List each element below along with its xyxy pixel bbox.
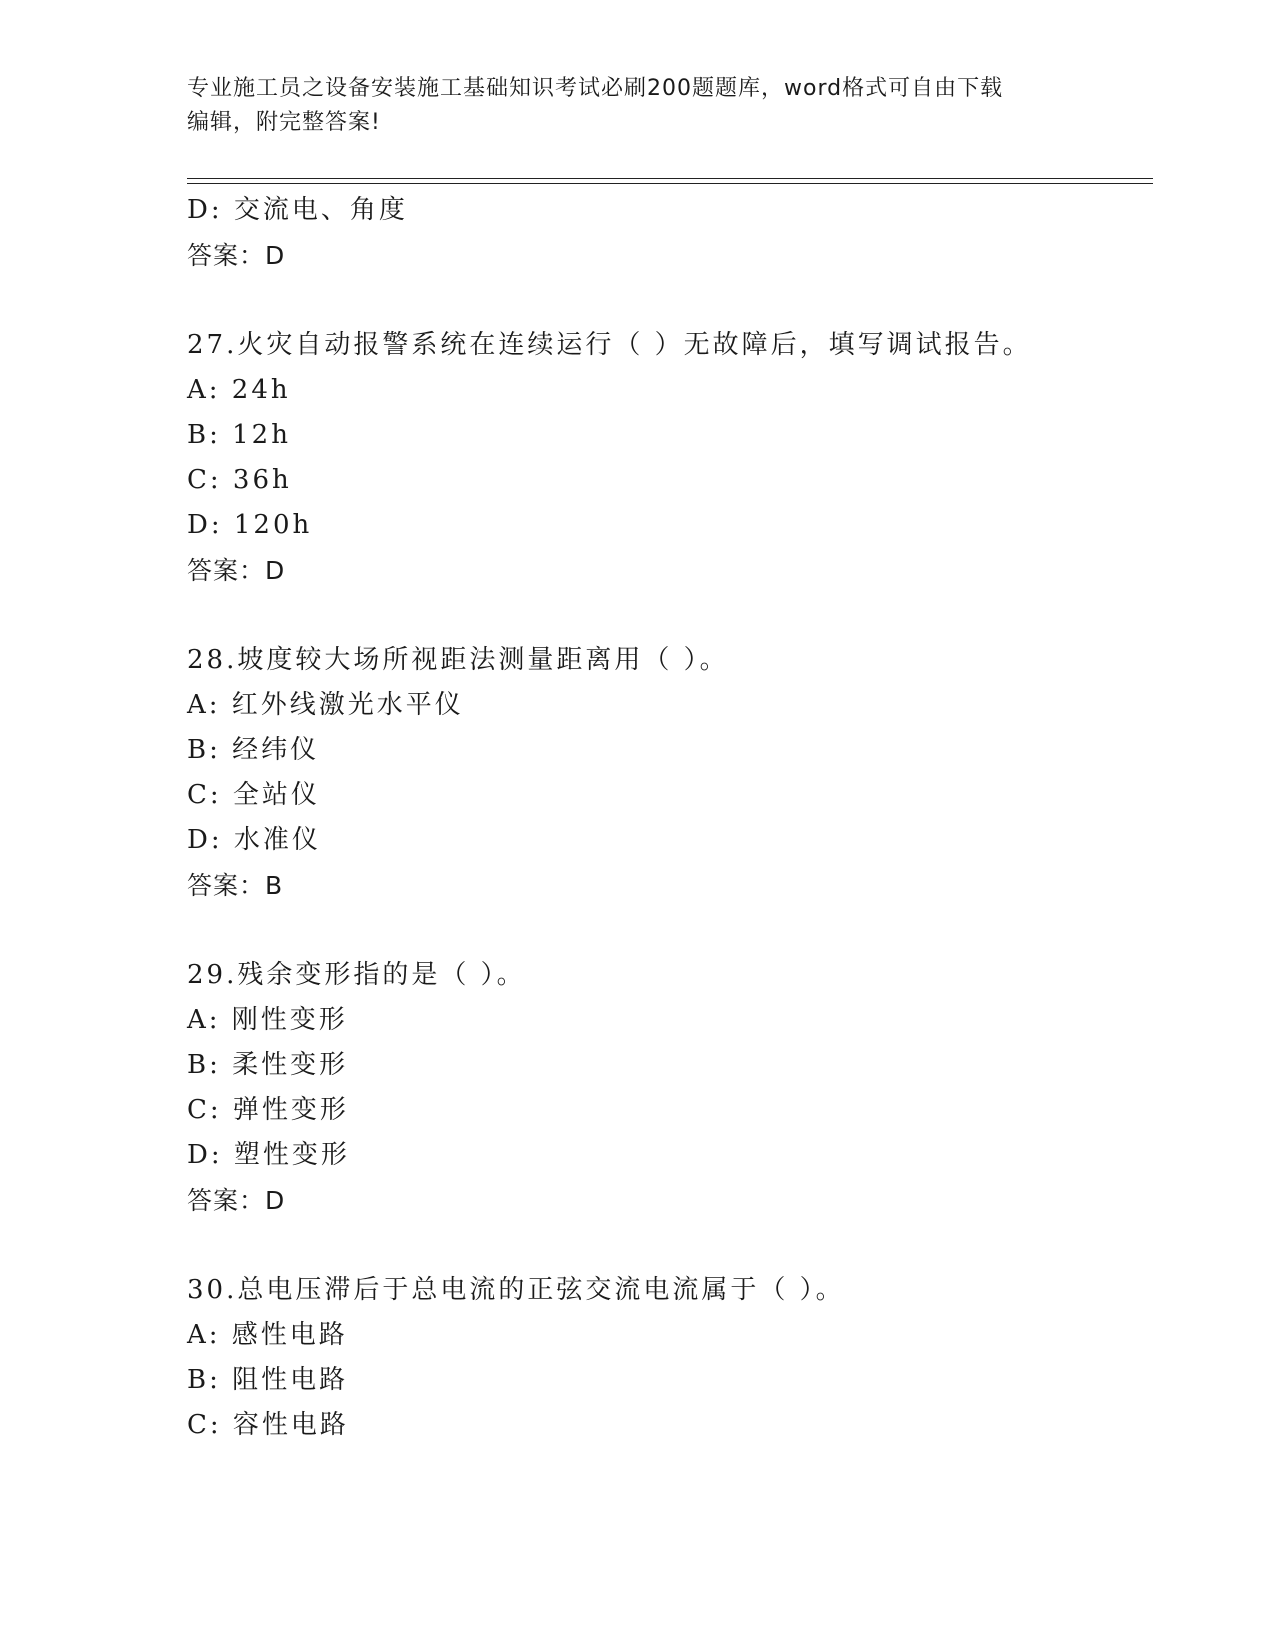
question-block-28 xyxy=(187,638,1153,908)
question-stem: 30.总电压滞后于总电流的正弦交流电流属于（ ）。 xyxy=(187,1275,845,1305)
question-block-29 xyxy=(187,953,1153,1223)
option-d: D: 交流电、角度 xyxy=(187,195,408,225)
question-block-30 xyxy=(187,1268,1153,1448)
option-d: D: 水准仪 xyxy=(187,825,321,855)
spacer xyxy=(187,1223,1153,1268)
option-a: A: 24h xyxy=(187,375,291,405)
answer-line: 答案：B xyxy=(187,871,284,900)
option-a: A: 感性电路 xyxy=(187,1320,348,1350)
option-a: A: 刚性变形 xyxy=(187,1005,348,1035)
option-b: B: 12h xyxy=(187,420,291,450)
spacer xyxy=(187,908,1153,953)
option-b: B: 经纬仪 xyxy=(187,735,320,765)
question-block-prev xyxy=(187,188,1153,278)
option-d: D: 塑性变形 xyxy=(187,1140,350,1170)
header-title-line1: 专业施工员之设备安装施工基础知识考试必刷200题题库，word格式可自由下载 xyxy=(187,76,1004,101)
answer-line: 答案：D xyxy=(187,241,286,270)
question-stem: 29.残余变形指的是（ ）。 xyxy=(187,960,526,990)
header-title-line2: 编辑，附完整答案! xyxy=(187,110,381,135)
option-c: C: 弹性变形 xyxy=(187,1095,349,1125)
option-c: C: 全站仪 xyxy=(187,780,320,810)
answer-line: 答案：D xyxy=(187,1186,286,1215)
option-c: C: 36h xyxy=(187,465,292,495)
question-list xyxy=(187,188,1153,1448)
header-divider-bottom xyxy=(187,183,1153,184)
option-d: D: 120h xyxy=(187,510,313,540)
option-b: B: 柔性变形 xyxy=(187,1050,349,1080)
spacer xyxy=(187,593,1153,638)
spacer xyxy=(187,278,1153,323)
option-a: A: 红外线激光水平仪 xyxy=(187,690,464,720)
option-b: B: 阻性电路 xyxy=(187,1365,349,1395)
option-c: C: 容性电路 xyxy=(187,1410,349,1440)
header-divider-top xyxy=(187,178,1153,179)
answer-line: 答案：D xyxy=(187,556,286,585)
question-block-27 xyxy=(187,323,1153,593)
document-header xyxy=(187,72,1087,140)
question-stem: 28.坡度较大场所视距法测量距离用（ ）。 xyxy=(187,645,729,675)
question-stem: 27.火灾自动报警系统在连续运行（ ）无故障后，填写调试报告。 xyxy=(187,330,1032,360)
